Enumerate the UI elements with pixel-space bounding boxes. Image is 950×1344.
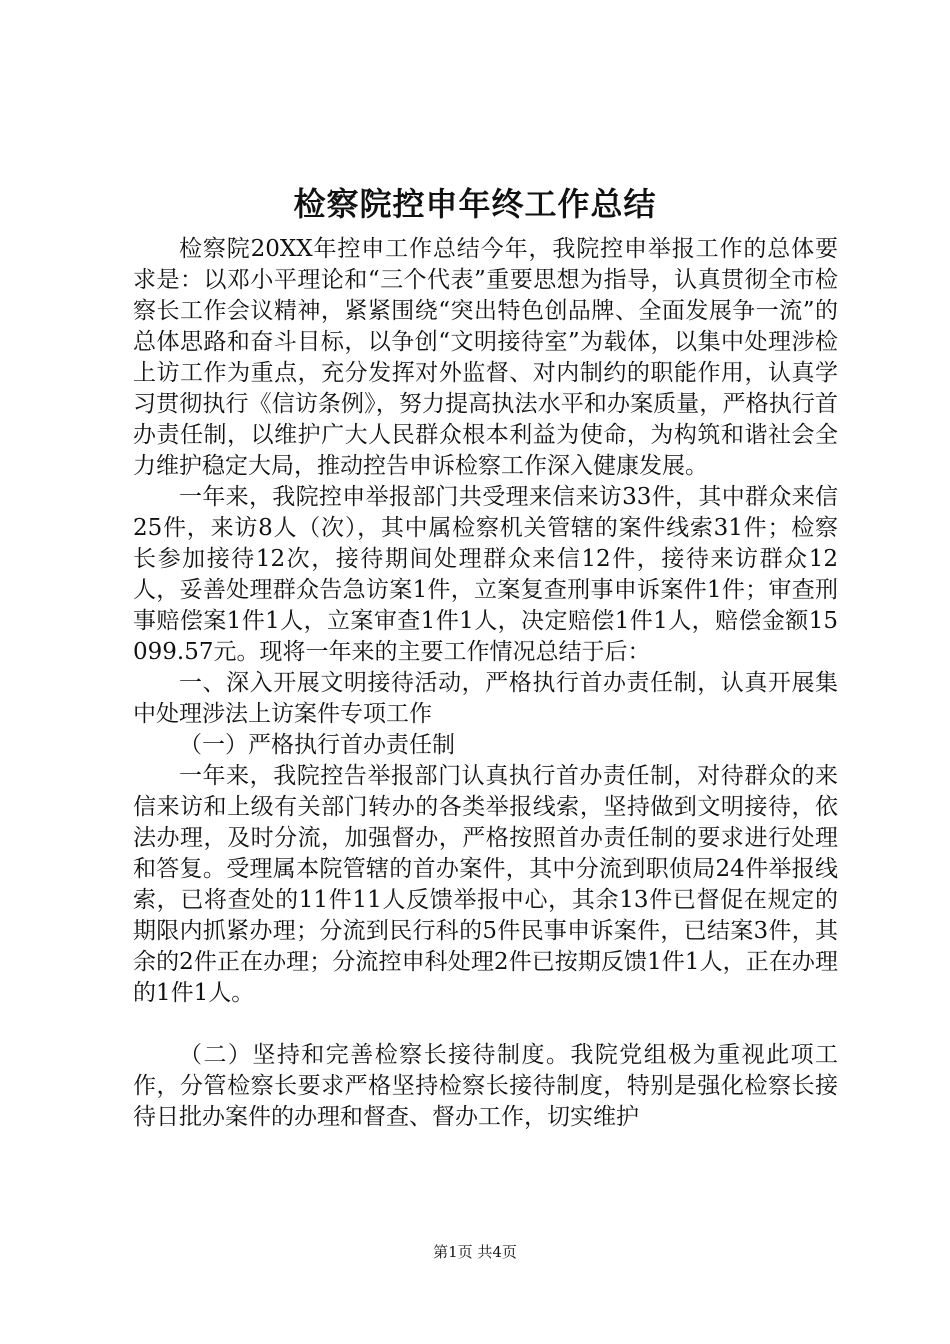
paragraph-first-responsibility: 一年来，我院控告举报部门认真执行首办责任制，对待群众的来信来访和上级有关部门转办的各类举报线索，坚持做到文明接待，依法办理，及时分流，加强督办，严格按照首办责任制的要求进行处理和答复。受理属本院管辖的首办案件，其中分流到职侦局24件举报线索，已将查处的11件11人反馈举报中心，其余13件已督促在规定的期限内抓紧办理；分流到民行科的5件民事申诉案件，已结案3件，其余的2件正在办理；分流控申科处理2件已按期反馈1件1人，正在办理的1件1人。 bbox=[133, 763, 838, 1006]
paragraph-statistics: 一年来，我院控申举报部门共受理来信来访33件，其中群众来信25件，来访8人（次），其中属检察机关管辖的案件线索31件；检察长参加接待12次，接待期间处理群众来信12件，接待来访群众12人，妥善处理群众告急访案1件，立案复查刑事申诉案件1件；审查刑事赔偿案1件1人，立案审查1件1人，决定赔偿1件1人，赔偿金额15099.57元。现将一年来的主要工作情况总结于后： bbox=[133, 484, 838, 665]
subsection-heading-1: （一）严格执行首办责任制 bbox=[179, 732, 455, 758]
document-title: 检察院控申年终工作总结 bbox=[293, 185, 657, 223]
paragraph-procurator-reception: （二）坚持和完善检察长接待制度。我院党组极为重视此项工作，分管检察长要求严格坚持检察长接待制度，特别是强化检察长接待日批办案件的办理和督查、督办工作，切实维护 bbox=[133, 1042, 838, 1130]
section-heading-1: 一、深入开展文明接待活动，严格执行首办责任制，认真开展集中处理涉法上访案件专项工作 bbox=[133, 670, 838, 727]
page-number-footer: 第1页 共4页 bbox=[433, 1243, 517, 1261]
document-body bbox=[133, 234, 838, 1133]
paragraph-intro: 检察院20XX年控申工作总结今年，我院控申举报工作的总体要求是：以邓小平理论和“三个代表”重要思想为指导，认真贯彻全市检察长工作会议精神，紧紧围绕“突出特色创品牌、全面发展争一流”的总体思路和奋斗目标，以争创“文明接待室”为载体，以集中处理涉检上访工作为重点，充分发挥对外监督、对内制约的职能作用，认真学习贯彻执行《信访条例》，努力提高执法水平和办案质量，严格执行首办责任制，以维护广大人民群众根本利益为使命，为构筑和谐社会全力维护稳定大局，推动控告申诉检察工作深入健康发展。 bbox=[133, 236, 838, 479]
